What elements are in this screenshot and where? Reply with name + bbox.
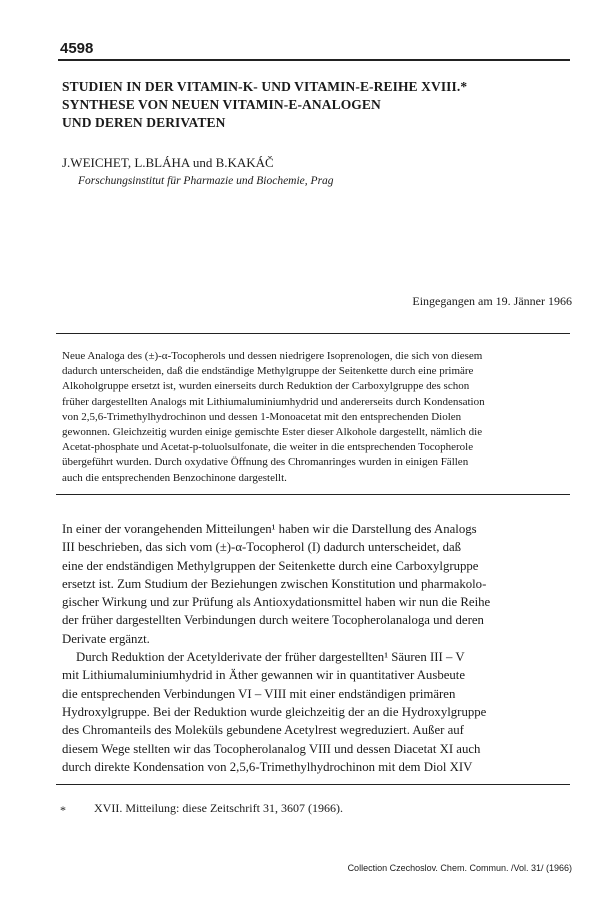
abstract-line: Alkoholgruppe ersetzt ist, wurden einerseits durch Reduktion der Carboxylgruppe des schon (62, 380, 470, 393)
body-line: gischer Wirkung und zur Prüfung als Antioxydationsmittel haben wir nun die Reihe (62, 595, 491, 610)
abstract-bottom-rule (56, 494, 570, 495)
body-line: Durch Reduktion der Acetylderivate der früher dargestellten¹ Säuren III – V (76, 650, 465, 665)
body-line: ersetzt ist. Zum Studium der Beziehungen zwischen Konstitution und pharmakolo- (62, 576, 487, 591)
abstract (62, 349, 570, 486)
abstract-line: Neue Analoga des (±)-α-Tocopherols und dessen niedrigere Isoprenologen, die sich von diesem (62, 350, 483, 362)
abstract-line: gewonnen. Gleichzeitig wurden einige gemischte Ester dieser Alkohole dargestellt, nämlich die (62, 426, 483, 439)
received-date: Eingegangen am 19. Jänner 1966 (412, 294, 572, 308)
abstract-line: früher dargestellten Analogs mit Lithiumaluminiumhydrid und andererseits durch Kondensation (62, 395, 485, 408)
body-line: Hydroxylgruppe. Bei der Reduktion wurde gleichzeitig der an die Hydroxylgruppe (62, 704, 487, 719)
article-title (62, 78, 532, 132)
abstract-top-rule (56, 333, 570, 334)
body-line: die entsprechenden Verbindungen VI – VIII mit einer endständigen primären (62, 686, 456, 701)
authors: J.WEICHET, L.BLÁHA und B.KAKÁČ (62, 155, 274, 170)
page-number: 4598 (60, 40, 94, 57)
footnote-rule (56, 784, 570, 785)
abstract-line: übergeführt wurden. Durch oxydative Öffnung des Chromanringes wurden in einigen Fällen (62, 456, 469, 469)
body-line: durch direkte Kondensation von 2,5,6-Trimethylhydrochinon mit dem Diol XIV (62, 759, 473, 774)
body-line: mit Lithiumaluminiumhydrid in Äther gewannen wir in quantitativer Ausbeute (62, 668, 466, 683)
body-line: III beschrieben, das sich vom (±)-α-Tocopherol (I) dadurch unterscheidet, daß (62, 540, 462, 555)
title-line: UND DEREN DERIVATEN (62, 115, 226, 130)
header-rule (58, 59, 570, 61)
body-line: der früher dargestellten Verbindungen durch weitere Tocopherolanaloga und deren (62, 613, 484, 628)
abstract-line: Acetat-phosphate und Acetat-p-toluolsulfonate, die weiter in die entsprechenden Tocopherole (62, 441, 474, 454)
title-line: STUDIEN IN DER VITAMIN-K- UND VITAMIN-E-REIHE XVIII.* (62, 79, 468, 94)
title-line: SYNTHESE VON NEUEN VITAMIN-E-ANALOGEN (62, 97, 381, 112)
institution: Forschungsinstitut für Pharmazie und Biochemie, Prag (78, 175, 334, 187)
footnote: XVII. Mitteilung: diese Zeitschrift 31, 3607 (1966). (94, 801, 343, 815)
abstract-line: von 2,5,6-Trimethylhydrochinon und dessen 1-Monoacetat mit den entsprechenden Diolen (62, 410, 462, 423)
abstract-line: auch die entsprechenden Benzochinone dargestellt. (62, 471, 287, 484)
body-line: Derivate ergänzt. (62, 631, 150, 646)
body-line: In einer der vorangehenden Mitteilungen¹ haben wir die Darstellung des Analogs (62, 522, 477, 536)
body-line: des Chromanteils des Moleküls gebundene Acetylrest wegreduziert. Außer auf (62, 723, 464, 738)
abstract-line: dadurch unterscheiden, daß die endständige Methylgruppe der Seitenkette durch eine primäre (62, 365, 474, 378)
body-text (62, 520, 570, 776)
body-line: diesem Wege stellten wir das Tocopherolanalog VIII und dessen Diacetat XI auch (62, 741, 481, 756)
journal-citation: Collection Czechoslov. Chem. Commun. /Vol. 31/ (1966) (347, 863, 572, 873)
body-line: eine der endständigen Methylgruppen der Seitenkette durch eine Carboxylgruppe (62, 558, 479, 573)
footnote-mark: * (60, 803, 66, 817)
